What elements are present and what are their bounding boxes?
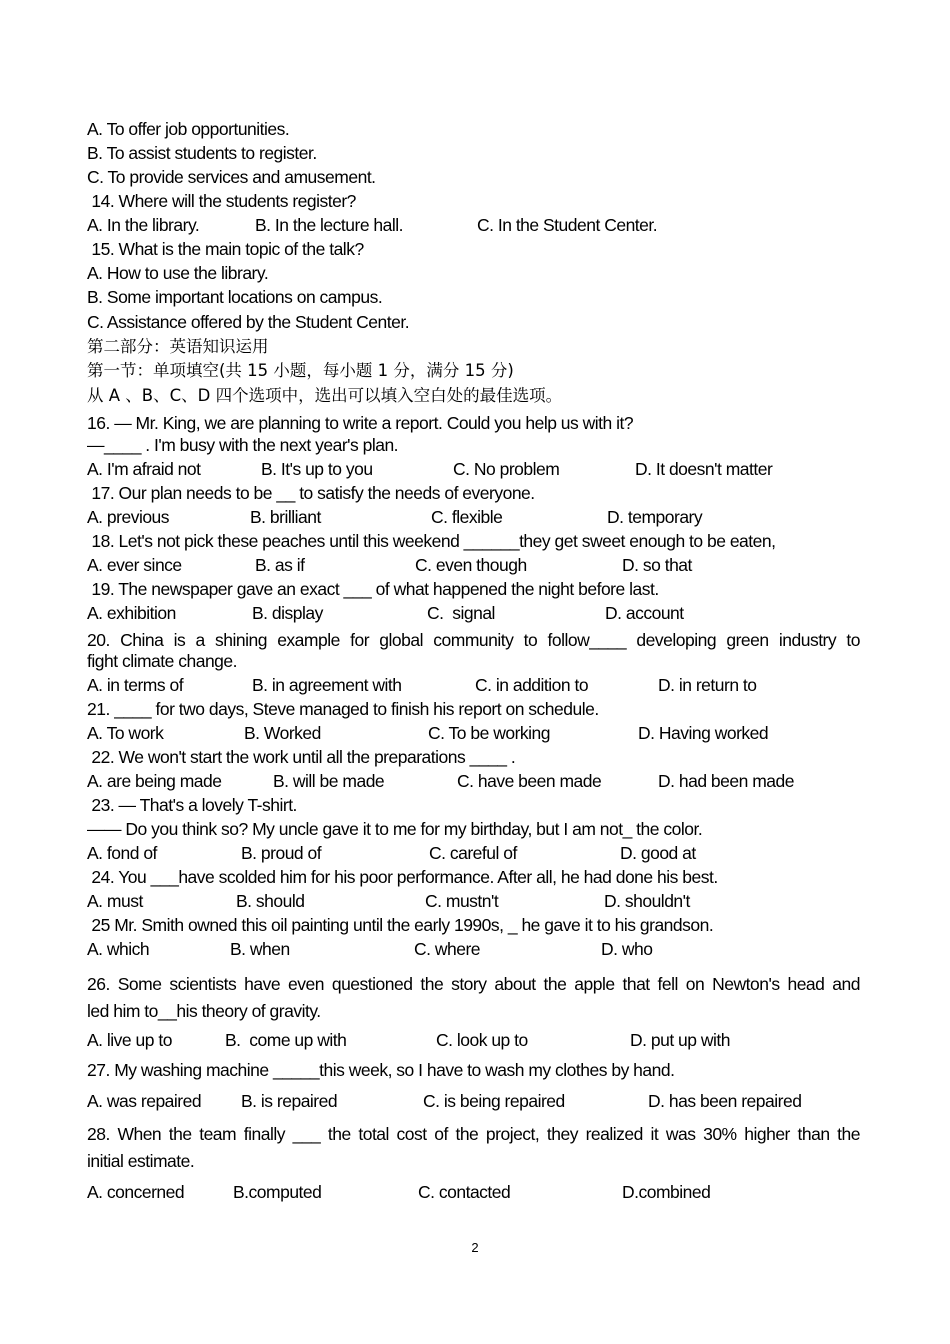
q14-option-b: B. In the lecture hall. xyxy=(255,215,404,235)
q19-option-a: A. exhibition xyxy=(87,603,176,623)
q21-option-c: C. To be working xyxy=(428,723,551,743)
q25-option-c: C. where xyxy=(414,939,481,959)
q28-option-d: D.combined xyxy=(622,1182,711,1202)
q23-stem: 23. — That's a lovely T-shirt. xyxy=(87,795,297,815)
q23-option-c: C. careful of xyxy=(429,843,517,863)
q15-stem: 15. What is the main topic of the talk? xyxy=(87,239,364,259)
q28-stem: 28. When the team finally ___ the total cost of the project, they realized it was 30% higher than the xyxy=(87,1124,860,1144)
section-part-title: 第二部分：英语知识运用 xyxy=(87,337,269,356)
q18-stem: 18. Let's not pick these peaches until this weekend ______they get sweet enough to be eaten, xyxy=(87,531,776,551)
q15-option-b: B. Some important locations on campus. xyxy=(87,287,383,307)
page-number: 2 xyxy=(471,1240,479,1255)
q21-option-a: A. To work xyxy=(87,723,164,743)
q22-option-d: D. had been made xyxy=(658,771,794,791)
q14-option-c: C. In the Student Center. xyxy=(477,215,658,235)
q18-option-a: A. ever since xyxy=(87,555,182,575)
q28-option-c: C. contacted xyxy=(418,1182,511,1202)
q14-option-a: A. In the library. xyxy=(87,215,200,235)
q26-option-b: B. come up with xyxy=(225,1030,347,1050)
q19-option-c: C. signal xyxy=(427,603,495,623)
q17-stem: 17. Our plan needs to be __ to satisfy the needs of everyone. xyxy=(87,483,535,503)
q26-stem-cont: led him to__his theory of gravity. xyxy=(87,1001,321,1021)
q22-stem: 22. We won't start the work until all the preparations ____ . xyxy=(87,747,516,767)
q18-option-b: B. as if xyxy=(255,555,305,575)
q23-option-b: B. proud of xyxy=(241,843,322,863)
q24-option-a: A. must xyxy=(87,891,143,911)
q13-option-b: B. To assist students to register. xyxy=(87,143,317,163)
q19-stem: 19. The newspaper gave an exact ___ of what happened the night before last. xyxy=(87,579,659,599)
q20-option-a: A. in terms of xyxy=(87,675,184,695)
q27-stem: 27. My washing machine _____this week, so I have to wash my clothes by hand. xyxy=(87,1060,675,1080)
q16-option-d: D. It doesn't matter xyxy=(635,459,773,479)
section-subsection-title: 第一节：单项填空(共 15 小题，每小题 1 分，满分 15 分) xyxy=(87,361,514,380)
q24-option-d: D. shouldn't xyxy=(604,891,690,911)
q13-option-a: A. To offer job opportunities. xyxy=(87,119,290,139)
q14-stem: 14. Where will the students register? xyxy=(87,191,356,211)
q22-option-a: A. are being made xyxy=(87,771,222,791)
q26-option-d: D. put up with xyxy=(630,1030,730,1050)
q27-option-d: D. has been repaired xyxy=(648,1091,802,1111)
q19-option-b: B. display xyxy=(252,603,323,623)
q28-option-b: B.computed xyxy=(233,1182,322,1202)
q25-option-a: A. which xyxy=(87,939,150,959)
q27-option-b: B. is repaired xyxy=(241,1091,338,1111)
q27-option-a: A. was repaired xyxy=(87,1091,202,1111)
q20-option-d: D. in return to xyxy=(658,675,757,695)
q17-option-d: D. temporary xyxy=(607,507,703,527)
q21-option-d: D. Having worked xyxy=(638,723,769,743)
q21-option-b: B. Worked xyxy=(244,723,321,743)
q15-option-c: C. Assistance offered by the Student Center. xyxy=(87,312,410,332)
q22-option-b: B. will be made xyxy=(273,771,385,791)
q15-option-a: A. How to use the library. xyxy=(87,263,269,283)
q17-option-a: A. previous xyxy=(87,507,170,527)
section-instruction: 从 A 、B、C、D 四个选项中，选出可以填入空白处的最佳选项。 xyxy=(87,386,563,405)
q27-option-c: C. is being repaired xyxy=(423,1091,565,1111)
q18-option-c: C. even though xyxy=(415,555,527,575)
q20-stem: 20. China is a shining example for global community to follow____ developing green industry to xyxy=(87,630,860,650)
q24-stem: 24. You ___have scolded him for his poor performance. After all, he had done his best. xyxy=(87,867,718,887)
q26-option-a: A. live up to xyxy=(87,1030,172,1050)
q25-stem: 25 Mr. Smith owned this oil painting until the early 1990s, _ he gave it to his grandson. xyxy=(87,915,714,935)
q17-option-b: B. brilliant xyxy=(250,507,321,527)
q23-option-d: D. good at xyxy=(620,843,696,863)
q18-option-d: D. so that xyxy=(622,555,692,575)
q17-option-c: C. flexible xyxy=(431,507,503,527)
q26-option-c: C. look up to xyxy=(436,1030,528,1050)
q22-option-c: C. have been made xyxy=(457,771,602,791)
q23-option-a: A. fond of xyxy=(87,843,157,863)
q26-stem: 26. Some scientists have even questioned the story about the apple that fell on Newton's head and xyxy=(87,974,860,994)
q25-option-b: B. when xyxy=(230,939,290,959)
q20-option-b: B. in agreement with xyxy=(252,675,402,695)
q28-option-a: A. concerned xyxy=(87,1182,185,1202)
q20-option-c: C. in addition to xyxy=(475,675,589,695)
q16-reply: —____ . I'm busy with the next year's plan. xyxy=(87,435,399,455)
q19-option-d: D. account xyxy=(605,603,684,623)
q13-option-c: C. To provide services and amusement. xyxy=(87,167,376,187)
q24-option-b: B. should xyxy=(236,891,305,911)
q28-stem-cont: initial estimate. xyxy=(87,1151,195,1171)
q16-stem: 16. — Mr. King, we are planning to write a report. Could you help us with it? xyxy=(87,413,634,433)
q25-option-d: D. who xyxy=(601,939,653,959)
q24-option-c: C. mustn't xyxy=(425,891,499,911)
q16-option-b: B. It's up to you xyxy=(261,459,373,479)
q23-reply: —— Do you think so? My uncle gave it to me for my birthday, but I am not_ the color. xyxy=(87,819,703,839)
q16-option-a: A. I'm afraid not xyxy=(87,459,201,479)
q20-stem-cont: fight climate change. xyxy=(87,651,238,671)
q16-option-c: C. No problem xyxy=(453,459,560,479)
q21-stem: 21. ____ for two days, Steve managed to finish his report on schedule. xyxy=(87,699,599,719)
